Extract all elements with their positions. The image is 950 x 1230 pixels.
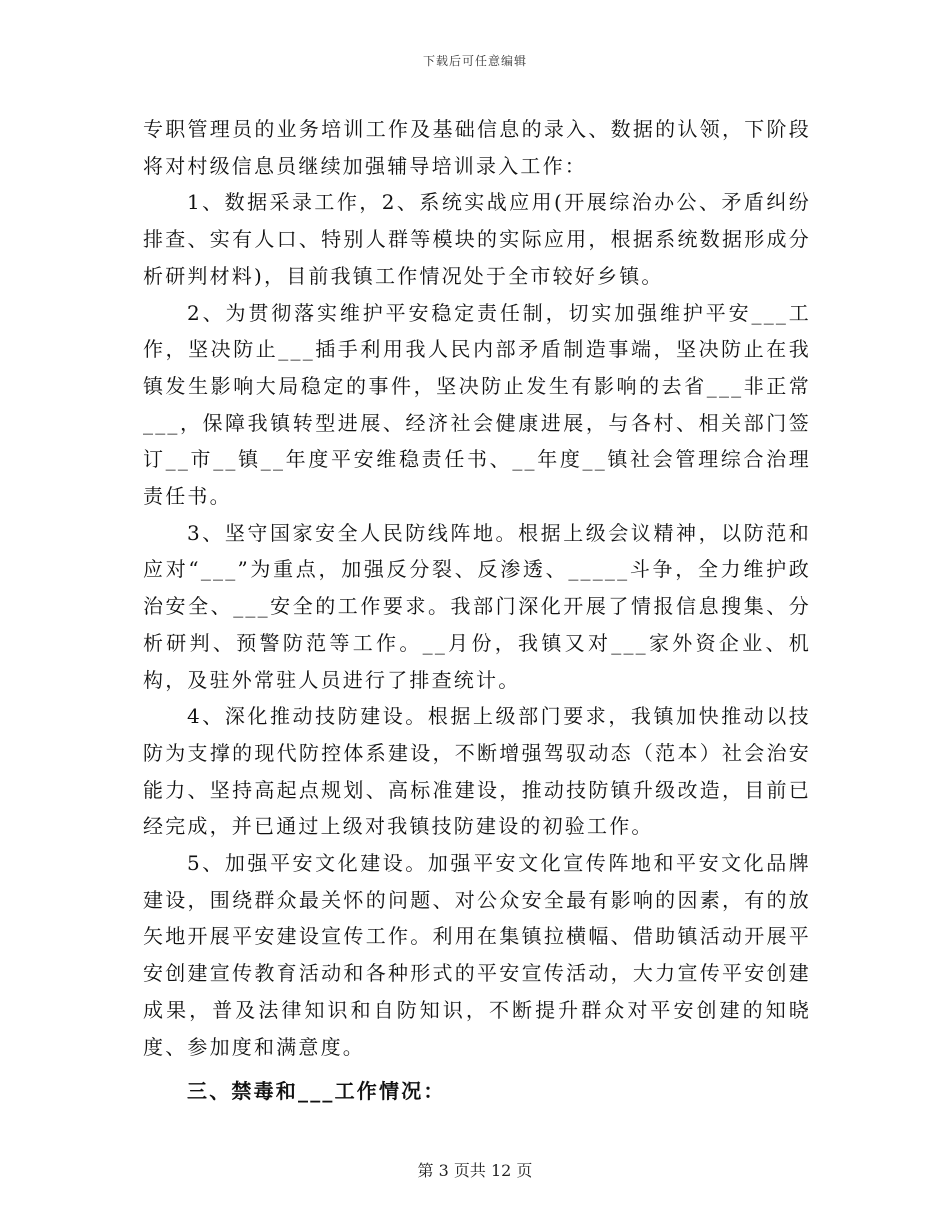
paragraph-national-security: 3、坚守国家安全人民防线阵地。根据上级会议精神，以防范和应对“___”为重点，加强反分裂、反渗透、_____斗争，全力维护政治安全、___安全的工作要求。我部门深化开展了情报信息搜集、分析研判、预警防范等工作。__月份，我镇又对___家外资企业、机构，及驻外常驻人员进行了排查统计。 [143, 520, 811, 692]
page-header: 下载后可任意编辑 [422, 54, 527, 68]
paragraph-data-collection: 1、数据采录工作，2、系统实战应用(开展综治办公、矛盾纠纷排查、实有人口、特别人群等模块的实际应用，根据系统数据形成分析研判材料)，目前我镇工作情况处于全市较好乡镇。 [143, 190, 811, 288]
paragraph-safety-culture: 5、加强平安文化建设。加强平安文化宣传阵地和平安文化品牌建设，围绕群众最关怀的问题、对公众安全最有影响的因素，有的放矢地开展平安建设宣传工作。利用在集镇拉横幅、借助镇活动开展平安创建宣传教育活动和各种形式的平安宣传活动，大力宣传平安创建成果，普及法律知识和自防知识，不断提升群众对平安创建的知晓度、参加度和满意度。 [143, 851, 811, 1059]
paragraph-continuation: 专职管理员的业务培训工作及基础信息的录入、数据的认领，下阶段将对村级信息员继续加强辅导培训录入工作： [143, 117, 811, 178]
paragraph-stability-responsibility: 2、为贯彻落实维护平安稳定责任制，切实加强维护平安___工作，坚决防止___插手利用我人民内部矛盾制造事端，坚决防止在我镇发生影响大局稳定的事件，坚决防止发生有影响的去省___非正常___，保障我镇转型进展、经济社会健康进展，与各村、相关部门签订__市__镇__年度平安维稳责任书、__年度__镇社会管理综合治理责任书。 [143, 300, 811, 509]
page-footer: 第 3 页共 12 页 [417, 1161, 533, 1180]
document-body [143, 111, 811, 1110]
paragraph-tech-defense: 4、深化推动技防建设。根据上级部门要求，我镇加快推动以技防为支撑的现代防控体系建设，不断增强驾驭动态（范本）社会治安能力、坚持高起点规划、高标准建设，推动技防镇升级改造，目前已经完成，并已通过上级对我镇技防建设的初验工作。 [143, 704, 811, 839]
section-heading: 三、禁毒和___工作情况： [187, 1079, 446, 1104]
